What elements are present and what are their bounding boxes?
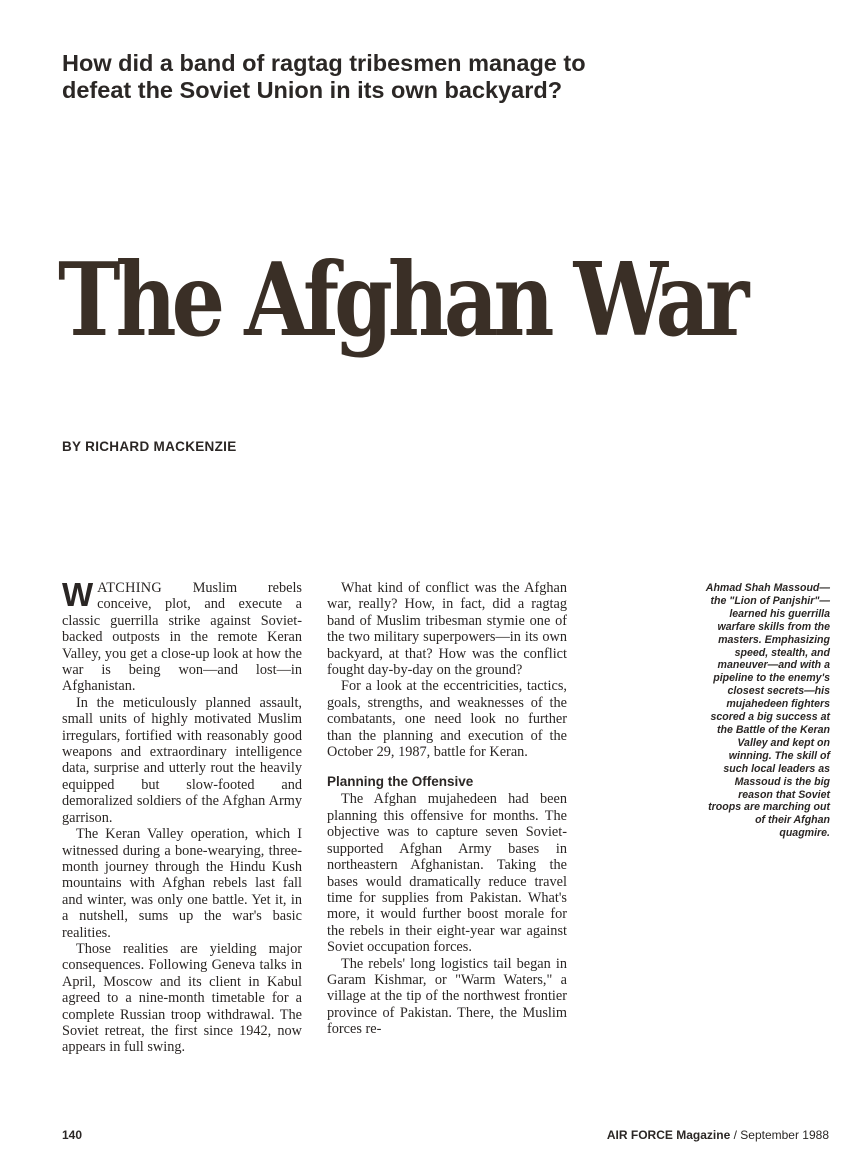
paragraph: For a look at the eccentricities, tactics, goals, strengths, and weaknesses of the combatants, one need look no further than the planning and execution of the October 29, 1987, battle for Keran. <box>327 678 567 761</box>
paragraph: The Keran Valley operation, which I witnessed during a bone-wearying, three-month journey through the Hindu Kush mountains with Afghan rebels last fall and winter, was only one battle. Yet it, in a nutshell, sums up the war's basic realities. <box>62 826 302 941</box>
photo-caption: Ahmad Shah Massoud—the "Lion of Panjshir"—learned his guerrilla warfare skills from the masters. Emphasizing speed, stealth, and maneuver—and with a pipeline to the enemy's closest secrets—his mujahedeen fighters scored a big success at the Battle of the Keran Valley and kept on winning. The skill of such local leaders as Massoud is the big reason that Soviet troops are marching out of their Afghan quagmire. <box>705 582 830 840</box>
paragraph: The rebels' long logistics tail began in Garam Kishmar, or "Warm Waters," a village at the tip of the northwest frontier province of Pakistan. There, the Muslim forces re- <box>327 955 567 1038</box>
paragraph: What kind of conflict was the Afghan war, really? How, in fact, did a ragtag band of Muslim tribesman stymie one of the two military superpowers—in its own backyard, at that? How was the conflict fought day-by-day on the ground? <box>327 580 567 679</box>
article-headline: The Afghan War <box>58 240 745 359</box>
paragraph: The Afghan mujahedeen had been planning this offensive for months. The objective was to capture seven Soviet-supported Afghan Army bases in northeastern Afghanistan. Taking the bases would dramatically reduce travel time for supplies from Pakistan. What's more, it would further boost morale for the rebels in their eight-year war against Soviet occupation forces. <box>327 791 567 956</box>
issue-date: September 1988 <box>740 1128 829 1142</box>
credit-separator: / <box>730 1128 741 1142</box>
lead-in: ATCHING <box>97 580 163 596</box>
paragraph: Those realities are yielding major consequences. Following Geneva talks in April, Moscow and its client in Kabul agreed to a nine-month timetable for a complete Russian troop withdrawal. The Soviet retreat, the first since 1942, now appears in full swing. <box>62 940 302 1056</box>
article-byline: BY RICHARD MACKENZIE <box>62 439 237 454</box>
paragraph <box>62 576 302 695</box>
text-column-2 <box>327 580 567 1038</box>
drop-cap: W <box>62 576 94 613</box>
text-column-1 <box>62 576 302 1056</box>
section-subhead: Planning the Offensive <box>327 774 474 790</box>
magazine-name: AIR FORCE Magazine <box>606 1128 731 1142</box>
page-number: 140 <box>62 1128 83 1142</box>
paragraph-text: Muslim rebels conceive, plot, and execute a classic guerrilla strike against Soviet-backed outposts in the remote Keran Valley, you get a close-up look at how the war is being won—and lost—in Afghanistan. <box>62 580 302 695</box>
publication-credit <box>607 1128 829 1142</box>
paragraph: In the meticulously planned assault, small units of highly motivated Muslim irregulars, fortified with reasonably good weapons and extraordinary intelligence data, surprise and utterly rout the heavily equipped but slow-footed and demoralized soldiers of the Afghan Army garrison. <box>62 694 302 826</box>
article-deck: How did a band of ragtag tribesmen manage to defeat the Soviet Union in its own backyard? <box>62 50 586 103</box>
